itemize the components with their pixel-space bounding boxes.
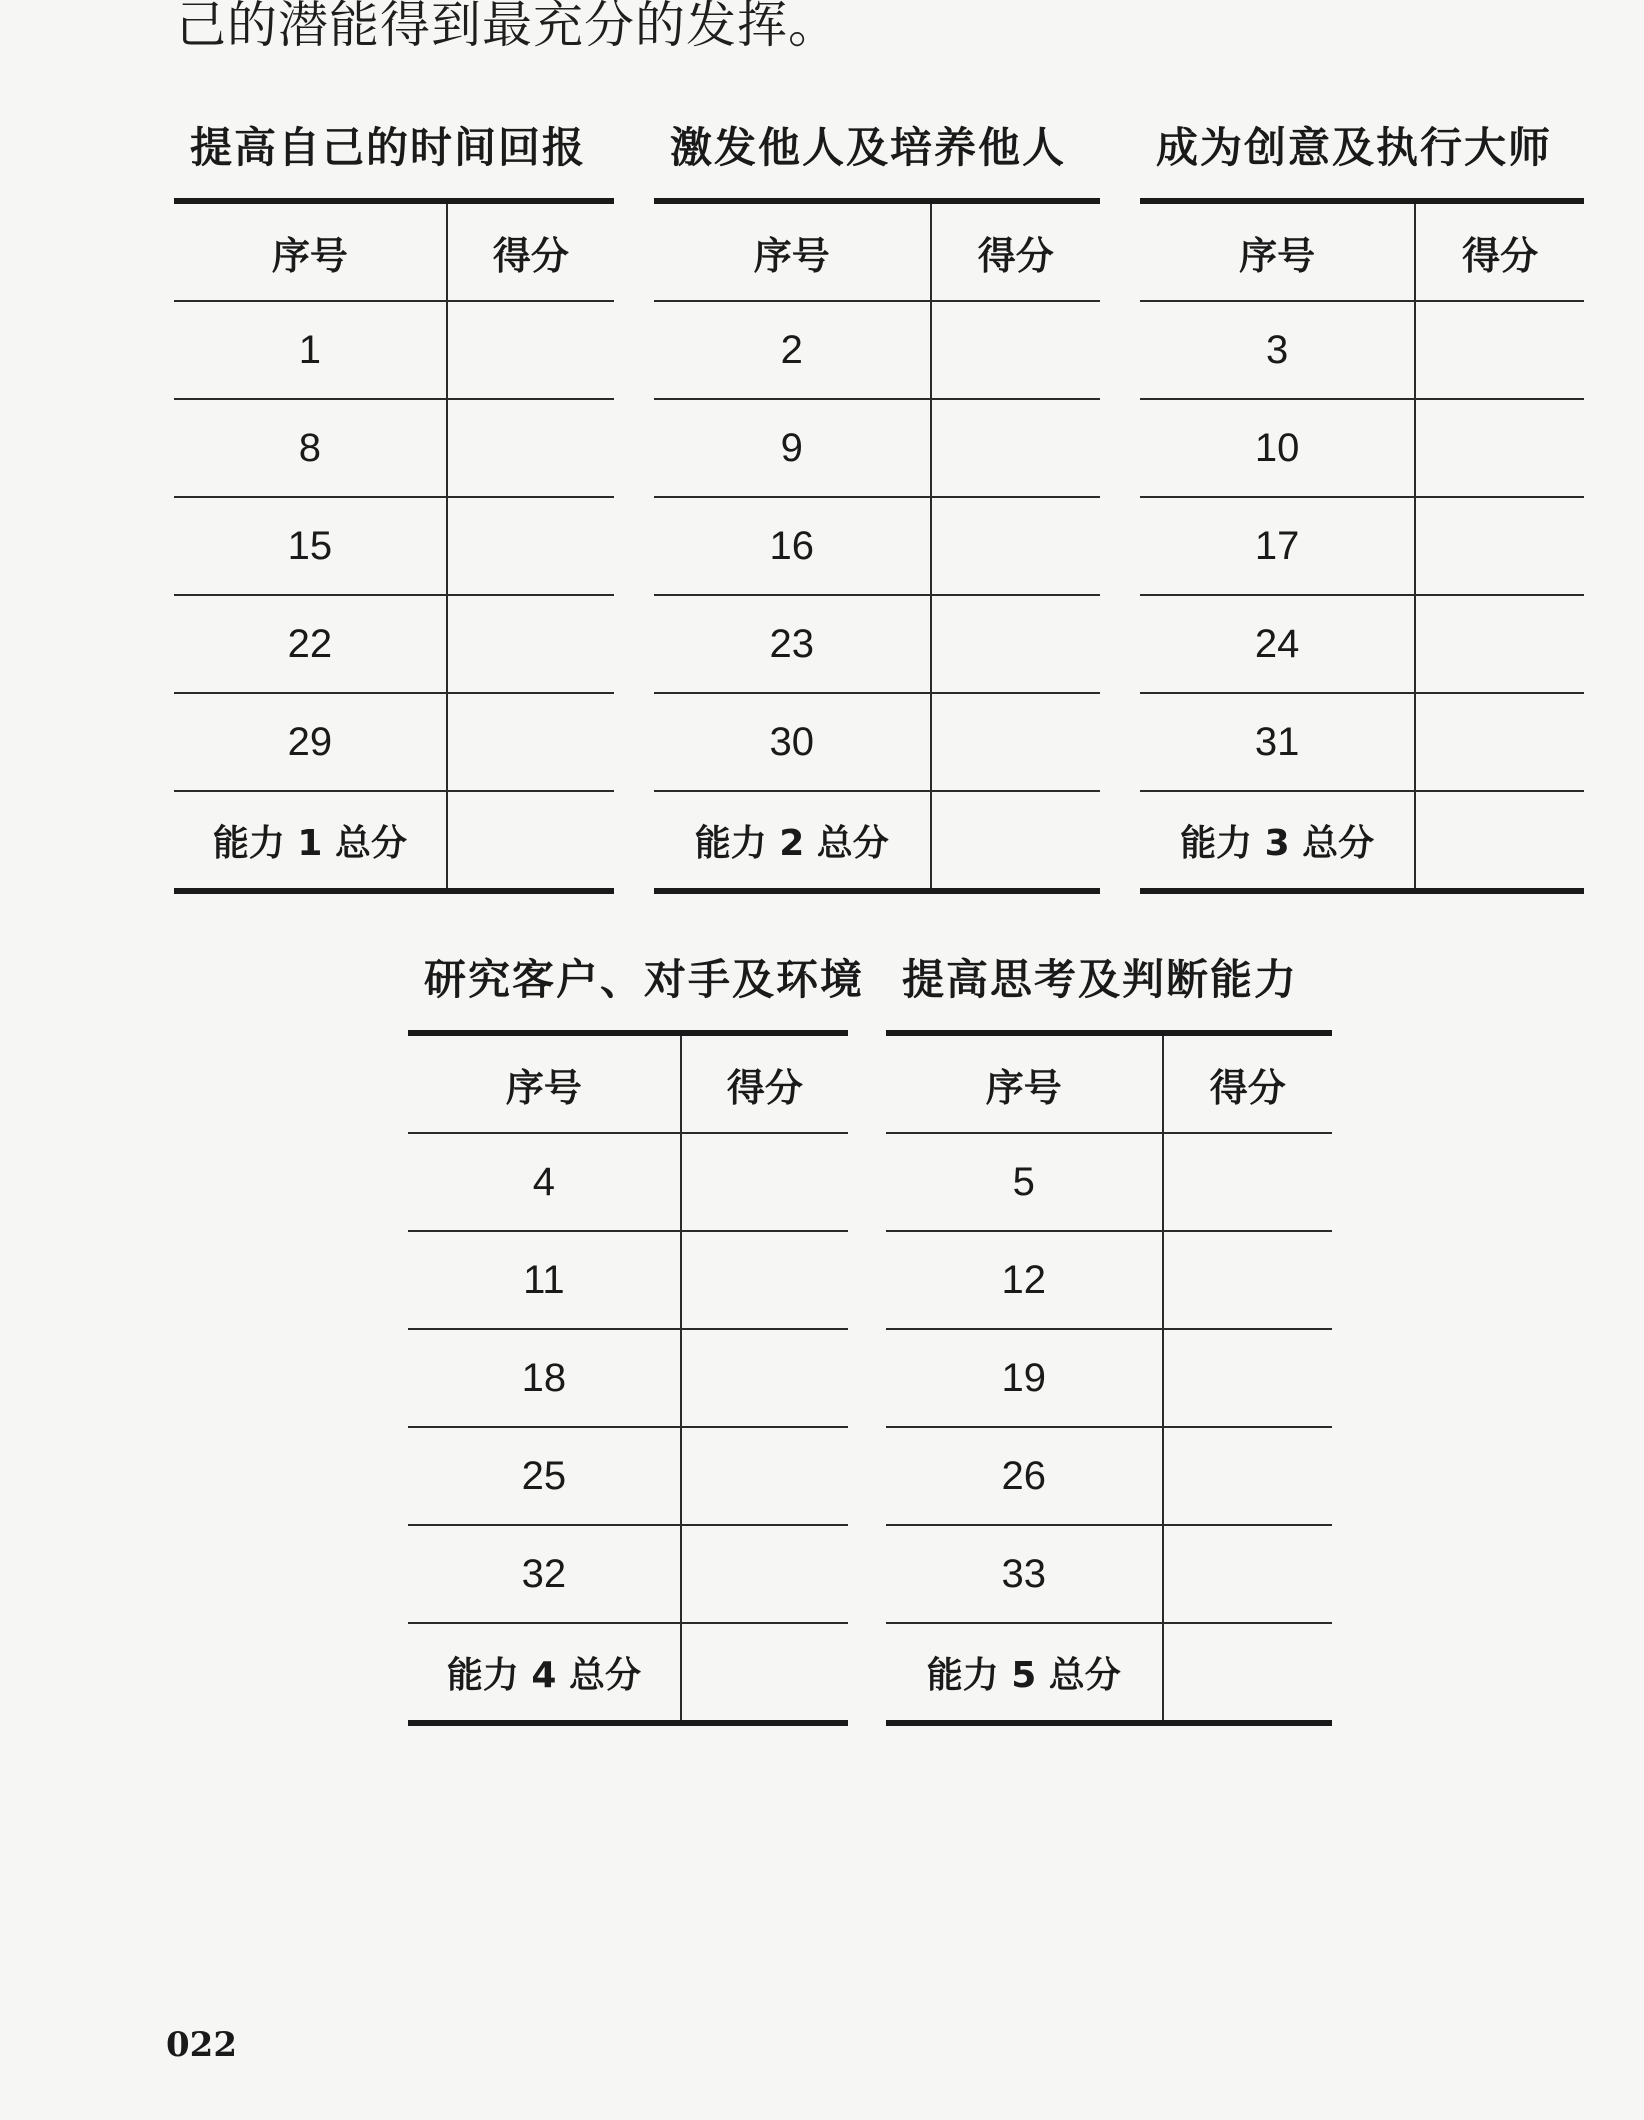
table-header-row [1140, 201, 1584, 301]
table-row [654, 301, 1100, 399]
item-number: 31 [1140, 693, 1415, 791]
table-row [174, 595, 614, 693]
table-header-row [174, 201, 614, 301]
item-number: 19 [886, 1329, 1163, 1427]
seq-header: 序号 [886, 1033, 1163, 1133]
table-row [174, 301, 614, 399]
table-row [1140, 693, 1584, 791]
item-number: 8 [174, 399, 447, 497]
ability-title: 提高思考及判断能力 [902, 955, 1299, 1004]
score-cell[interactable] [447, 595, 614, 693]
score-cell[interactable] [447, 693, 614, 791]
item-number: 2 [654, 301, 931, 399]
item-number: 4 [408, 1133, 681, 1231]
item-number: 29 [174, 693, 447, 791]
ability-title: 提高自己的时间回报 [190, 123, 587, 172]
score-header: 得分 [681, 1033, 848, 1133]
table-header-row [654, 201, 1100, 301]
ability-table-5 [886, 950, 1332, 1726]
score-cell[interactable] [447, 497, 614, 595]
table-row [1140, 399, 1584, 497]
score-cell[interactable] [1163, 1525, 1332, 1623]
table-row [886, 1427, 1332, 1525]
item-number: 26 [886, 1427, 1163, 1525]
total-label: 能力 2 总分 [654, 791, 931, 891]
score-cell[interactable] [931, 595, 1100, 693]
table-row [408, 1329, 848, 1427]
score-cell[interactable] [931, 497, 1100, 595]
score-cell[interactable] [1415, 497, 1584, 595]
item-number: 10 [1140, 399, 1415, 497]
ability-table-1 [174, 118, 614, 894]
score-cell[interactable] [681, 1329, 848, 1427]
score-cell[interactable] [681, 1427, 848, 1525]
score-header: 得分 [447, 201, 614, 301]
seq-header: 序号 [1140, 201, 1415, 301]
score-cell[interactable] [1163, 1427, 1332, 1525]
ability-table-2 [654, 118, 1100, 894]
table-row [886, 1525, 1332, 1623]
score-cell[interactable] [931, 399, 1100, 497]
table-row [654, 399, 1100, 497]
seq-header: 序号 [174, 201, 447, 301]
score-cell[interactable] [447, 301, 614, 399]
score-cell[interactable] [681, 1133, 848, 1231]
item-number: 11 [408, 1231, 681, 1329]
score-table [1140, 198, 1584, 894]
total-label: 能力 1 总分 [174, 791, 447, 891]
item-number: 9 [654, 399, 931, 497]
score-cell[interactable] [447, 399, 614, 497]
total-row [408, 1623, 848, 1723]
ability-title: 成为创意及执行大师 [1156, 123, 1553, 172]
total-score-cell[interactable] [931, 791, 1100, 891]
total-label: 能力 5 总分 [886, 1623, 1163, 1723]
score-table [886, 1030, 1332, 1726]
table-row [654, 595, 1100, 693]
score-cell[interactable] [1415, 693, 1584, 791]
seq-header: 序号 [654, 201, 931, 301]
total-label: 能力 3 总分 [1140, 791, 1415, 891]
score-table [174, 198, 614, 894]
item-number: 15 [174, 497, 447, 595]
item-number: 22 [174, 595, 447, 693]
total-row [654, 791, 1100, 891]
table-row [408, 1133, 848, 1231]
table-row [408, 1231, 848, 1329]
score-cell[interactable] [681, 1525, 848, 1623]
score-header: 得分 [1163, 1033, 1332, 1133]
item-number: 18 [408, 1329, 681, 1427]
table-row [654, 693, 1100, 791]
table-row [654, 497, 1100, 595]
total-label: 能力 4 总分 [408, 1623, 681, 1723]
total-row [886, 1623, 1332, 1723]
total-score-cell[interactable] [681, 1623, 848, 1723]
table-header-row [408, 1033, 848, 1133]
score-cell[interactable] [931, 301, 1100, 399]
item-number: 1 [174, 301, 447, 399]
page-number: 022 [166, 2025, 237, 2065]
table-row [886, 1133, 1332, 1231]
item-number: 30 [654, 693, 931, 791]
item-number: 17 [1140, 497, 1415, 595]
score-cell[interactable] [1415, 399, 1584, 497]
table-row [886, 1329, 1332, 1427]
item-number: 25 [408, 1427, 681, 1525]
item-number: 5 [886, 1133, 1163, 1231]
total-score-cell[interactable] [447, 791, 614, 891]
total-row [174, 791, 614, 891]
score-cell[interactable] [931, 693, 1100, 791]
ability-table-4 [408, 950, 865, 1726]
table-row [1140, 595, 1584, 693]
ability-table-3 [1140, 118, 1584, 894]
ability-title: 激发他人及培养他人 [670, 123, 1067, 172]
score-cell[interactable] [1163, 1133, 1332, 1231]
score-table [408, 1030, 848, 1726]
table-row [408, 1427, 848, 1525]
score-table [654, 198, 1100, 894]
table-row [174, 693, 614, 791]
table-header-row [886, 1033, 1332, 1133]
score-cell[interactable] [1415, 301, 1584, 399]
table-row [174, 497, 614, 595]
score-cell[interactable] [1163, 1329, 1332, 1427]
score-header: 得分 [931, 201, 1100, 301]
table-row [886, 1231, 1332, 1329]
total-score-cell[interactable] [1415, 791, 1584, 891]
seq-header: 序号 [408, 1033, 681, 1133]
item-number: 3 [1140, 301, 1415, 399]
table-row [1140, 301, 1584, 399]
item-number: 12 [886, 1231, 1163, 1329]
table-row [174, 399, 614, 497]
score-cell[interactable] [1415, 595, 1584, 693]
item-number: 32 [408, 1525, 681, 1623]
score-cell[interactable] [681, 1231, 848, 1329]
item-number: 23 [654, 595, 931, 693]
item-number: 16 [654, 497, 931, 595]
intro-text: 己的潜能得到最充分的发挥。 [176, 0, 839, 54]
total-score-cell[interactable] [1163, 1623, 1332, 1723]
score-header: 得分 [1415, 201, 1584, 301]
table-row [408, 1525, 848, 1623]
ability-title: 研究客户、对手及环境 [424, 955, 865, 1004]
total-row [1140, 791, 1584, 891]
item-number: 24 [1140, 595, 1415, 693]
item-number: 33 [886, 1525, 1163, 1623]
table-row [1140, 497, 1584, 595]
score-cell[interactable] [1163, 1231, 1332, 1329]
